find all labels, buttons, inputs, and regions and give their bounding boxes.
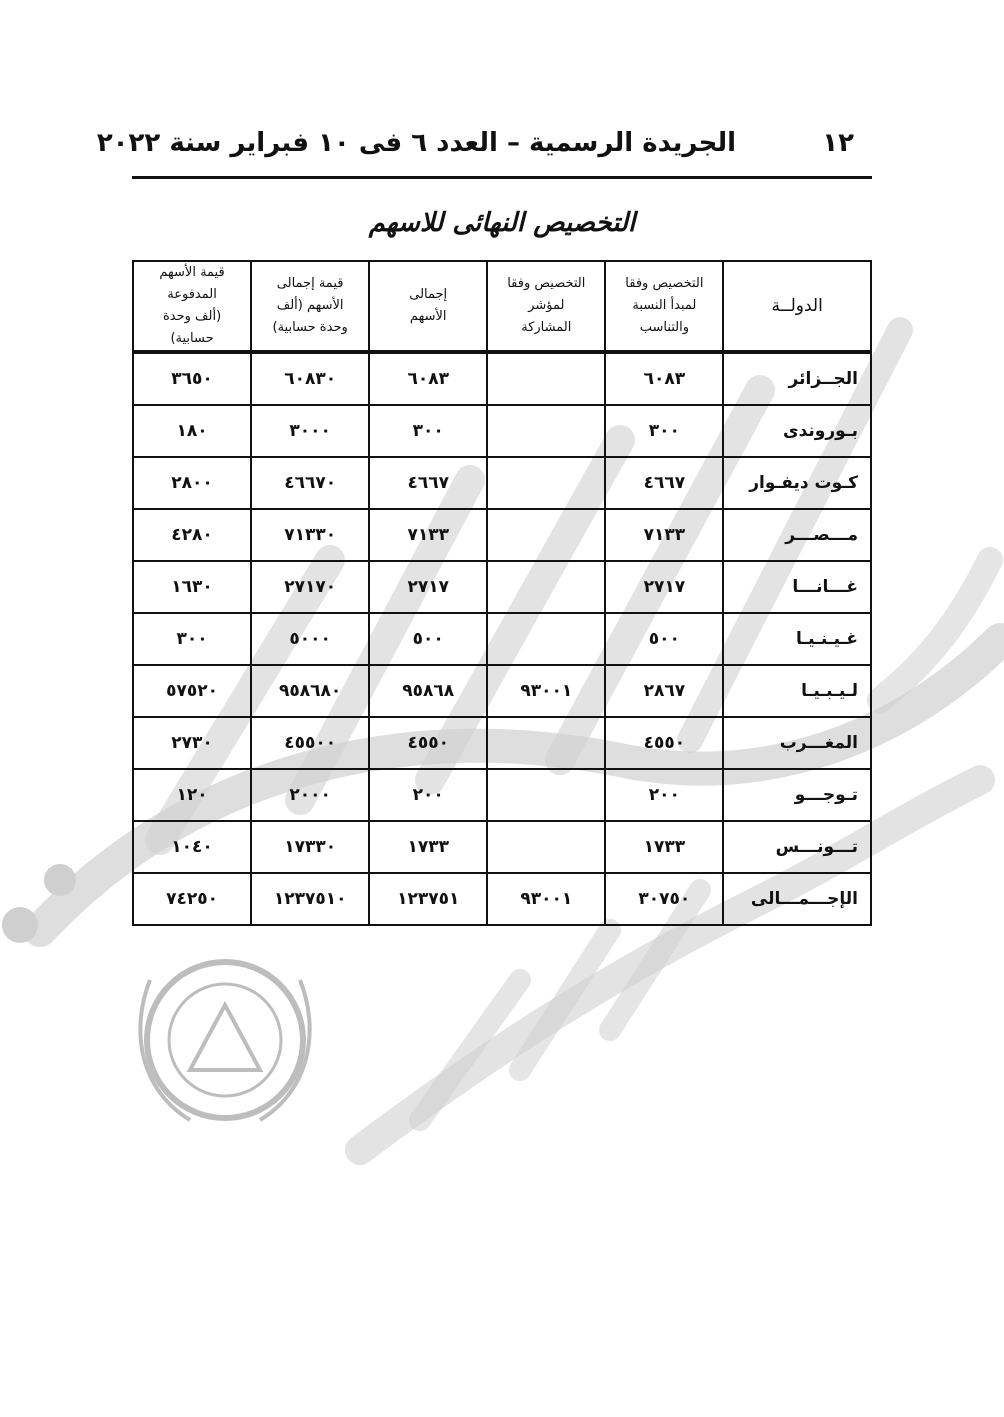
cell-country: الجــزائر — [723, 352, 871, 405]
cell-indicator — [487, 821, 605, 873]
cell-indicator — [487, 457, 605, 509]
seal-emblem — [140, 962, 309, 1120]
col-header-line: التخصيص وفقا — [507, 276, 586, 291]
table-title: التخصيص النهائى للاسهم — [368, 208, 636, 238]
cell-principle: ٤٥٥٠ — [605, 717, 723, 769]
cell-total-value: ٦٠٨٣٠ — [251, 352, 369, 405]
page-header — [96, 128, 872, 164]
cell-principle: ٢٧١٧ — [605, 561, 723, 613]
cell-paid-value: ١٠٤٠ — [133, 821, 251, 873]
cell-total-shares: ٤٦٦٧ — [369, 457, 487, 509]
cell-paid-value: ٤٢٨٠ — [133, 509, 251, 561]
col-header-line: وحدة حسابية) — [272, 320, 348, 335]
cell-total-shares: ٢٠٠ — [369, 769, 487, 821]
cell-indicator: ٩٣٠٠١ — [487, 665, 605, 717]
cell-principle: ٤٦٦٧ — [605, 457, 723, 509]
cell-country: كـوت ديفـوار — [723, 457, 871, 509]
cell-paid-value: ١٨٠ — [133, 405, 251, 457]
col-header-line: لمبدأ النسبة — [632, 298, 697, 313]
table-row — [133, 665, 871, 717]
cell-indicator — [487, 561, 605, 613]
cell-total-value: ٧١٣٣٠ — [251, 509, 369, 561]
cell-principle: ١٧٣٣ — [605, 821, 723, 873]
header-divider — [132, 176, 872, 179]
col-header-line: (ألف وحدة حسابية) — [162, 309, 222, 346]
cell-indicator — [487, 352, 605, 405]
cell-country: تـــونـــس — [723, 821, 871, 873]
cell-total-value: ٢٠٠٠ — [251, 769, 369, 821]
cell-principle: ٦٠٨٣ — [605, 352, 723, 405]
cell-total-value: ١٢٣٧٥١٠ — [251, 873, 369, 925]
cell-total-shares: ٣٠٠ — [369, 405, 487, 457]
cell-indicator — [487, 717, 605, 769]
table-row — [133, 769, 871, 821]
col-header-country: الدولــة — [723, 261, 871, 352]
cell-paid-value: ٣٠٠ — [133, 613, 251, 665]
cell-principle: ٥٠٠ — [605, 613, 723, 665]
col-header-line: الأسهم (ألف — [276, 298, 344, 313]
cell-total-shares: ٤٥٥٠ — [369, 717, 487, 769]
cell-total-shares: ٦٠٨٣ — [369, 352, 487, 405]
cell-paid-value: ٣٦٥٠ — [133, 352, 251, 405]
col-header-line: والتناسب — [639, 320, 690, 335]
table-row — [133, 457, 871, 509]
page-number: ١٢ — [822, 128, 854, 158]
cell-total-shares: ٧١٣٣ — [369, 509, 487, 561]
cell-country: بـوروندى — [723, 405, 871, 457]
cell-total-value: ٢٧١٧٠ — [251, 561, 369, 613]
table-row — [133, 352, 871, 405]
cell-principle: ٣٠٠ — [605, 405, 723, 457]
table-row — [133, 405, 871, 457]
cell-total-shares: ١٢٣٧٥١ — [369, 873, 487, 925]
col-header-total-shares — [369, 261, 487, 352]
table-row — [133, 821, 871, 873]
table-row — [133, 717, 871, 769]
gazette-issue-line: الجريدة الرسمية – العدد ٦ فى ١٠ فبراير سنة ٢٠٢٢ — [96, 128, 736, 158]
cell-indicator — [487, 613, 605, 665]
table-total-row — [133, 873, 871, 925]
cell-principle: ٢٨٦٧ — [605, 665, 723, 717]
cell-principle: ٧١٣٣ — [605, 509, 723, 561]
cell-paid-value: ٢٧٣٠ — [133, 717, 251, 769]
col-header-line: إجمالى — [409, 287, 448, 302]
cell-country: غـيـنـيـا — [723, 613, 871, 665]
table-row — [133, 509, 871, 561]
cell-country: مـــصـــر — [723, 509, 871, 561]
cell-country: لـيـبـيـا — [723, 665, 871, 717]
cell-total-value: ٤٥٥٠٠ — [251, 717, 369, 769]
col-header-line: المدفوعة — [167, 287, 217, 302]
col-header-line: قيمة الأسهم — [159, 265, 225, 280]
cell-total-value: ٩٥٨٦٨٠ — [251, 665, 369, 717]
cell-indicator — [487, 769, 605, 821]
cell-paid-value: ١٦٣٠ — [133, 561, 251, 613]
allocation-table — [132, 260, 872, 926]
cell-paid-value: ٢٨٠٠ — [133, 457, 251, 509]
cell-indicator — [487, 509, 605, 561]
col-header-line: قيمة إجمالى — [276, 276, 344, 291]
cell-principle: ٢٠٠ — [605, 769, 723, 821]
cell-total-shares: ٥٠٠ — [369, 613, 487, 665]
cell-total-value: ٣٠٠٠ — [251, 405, 369, 457]
cell-country: المغـــرب — [723, 717, 871, 769]
col-header-line: لمؤشر — [528, 298, 565, 313]
table-row — [133, 613, 871, 665]
cell-principle: ٣٠٧٥٠ — [605, 873, 723, 925]
cell-total-value: ٤٦٦٧٠ — [251, 457, 369, 509]
cell-total-value: ٥٠٠٠ — [251, 613, 369, 665]
cell-total-value: ١٧٣٣٠ — [251, 821, 369, 873]
cell-paid-value: ٧٤٢٥٠ — [133, 873, 251, 925]
col-header-indicator — [487, 261, 605, 352]
cell-total-shares: ٩٥٨٦٨ — [369, 665, 487, 717]
cell-indicator — [487, 405, 605, 457]
cell-country: تـوجـــو — [723, 769, 871, 821]
table-row — [133, 561, 871, 613]
cell-indicator: ٩٣٠٠١ — [487, 873, 605, 925]
cell-paid-value: ٥٧٥٢٠ — [133, 665, 251, 717]
cell-paid-value: ١٢٠ — [133, 769, 251, 821]
cell-total-shares: ١٧٣٣ — [369, 821, 487, 873]
table-header-row — [133, 261, 871, 352]
col-header-line: المشاركة — [521, 320, 572, 335]
cell-total-shares: ٢٧١٧ — [369, 561, 487, 613]
col-header-line: التخصيص وفقا — [625, 276, 704, 291]
col-header-principle — [605, 261, 723, 352]
cell-total-label: الإجـــمـــالى — [723, 873, 871, 925]
col-header-paid-value — [133, 261, 251, 352]
col-header-line: الأسهم — [409, 309, 447, 324]
cell-country: غـــانـــا — [723, 561, 871, 613]
col-header-total-value — [251, 261, 369, 352]
